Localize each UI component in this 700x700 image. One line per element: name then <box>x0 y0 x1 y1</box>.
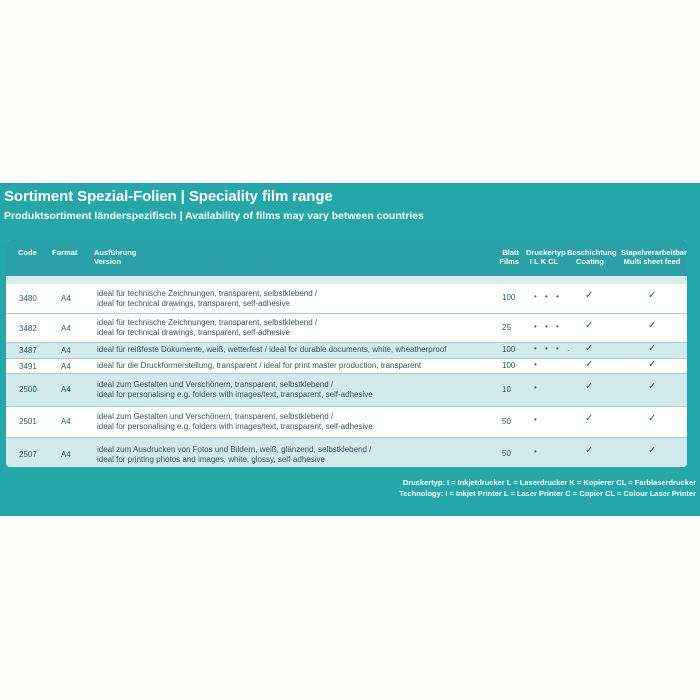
column-code: Code <box>18 248 37 257</box>
row-printers: • <box>534 447 540 456</box>
column-printer <box>526 248 566 266</box>
row-feed-check: ✓ <box>648 359 657 370</box>
row-printers: • <box>534 415 540 424</box>
page-title: Sortiment Spezial-Folien | Speciality film range <box>4 188 333 205</box>
row-films: 50 <box>502 449 511 458</box>
row-coating-check: ✓ <box>585 290 594 301</box>
table-row <box>6 438 687 467</box>
row-feed-check: ✓ <box>648 445 657 456</box>
row-format: A4 <box>61 346 71 355</box>
column-version <box>94 248 137 266</box>
row-printers: • • • . <box>534 344 573 353</box>
row-description: ideal zum Ausdrucken von Fotos und Bildern, weiß, glänzend, selbstklebend / ideal for printing photos and images, white, glossy, self-adhesive <box>97 445 372 464</box>
row-format: A4 <box>61 324 71 333</box>
row-coating-check: ✓ <box>585 413 594 424</box>
row-description: ideal für die Druckformerstellung, transparent / ideal for print master production, transparent <box>97 361 422 370</box>
row-films: 100 <box>502 345 516 354</box>
column-coating-en: Coating <box>576 257 604 266</box>
column-feed <box>621 248 687 266</box>
row-films: 100 <box>502 361 516 370</box>
column-coating <box>567 248 617 266</box>
column-feed-de: Stapelverarbeitbar <box>621 248 687 257</box>
row-feed-check: ✓ <box>648 320 657 331</box>
row-feed-check: ✓ <box>648 413 657 424</box>
row-code: 2500 <box>19 385 37 394</box>
row-films: 25 <box>502 323 511 332</box>
column-films-en: Films <box>499 257 519 266</box>
row-feed-check: ✓ <box>648 290 657 301</box>
row-coating-check: ✓ <box>585 359 594 370</box>
row-description: ideal für technische Zeichnungen, transparent, selbstklebend / ideal for technical drawings, transparent, self-adhesive <box>97 318 318 337</box>
row-printers: • • • <box>534 292 562 301</box>
row-coating-check: ✓ <box>585 343 594 354</box>
row-description: ideal zum Gestalten und Verschönern, transparent, selbstklebend / ideal for personalising e.g. folders with images/text, transparent, self-adhesive <box>97 380 373 399</box>
page-subtitle: Produktsortiment länderspezifisch | Availability of films may vary between countries <box>4 210 424 222</box>
legend-printer-types-de: Druckertyp: I = Inkjetdrucker L = Laserdrucker K = Kopierer CL = Farblaserdrucker <box>402 478 696 487</box>
legend-printer-types-en: Technology: I = Inkjet Printer L = Laser Printer C = Copier CL = Colour Laser Printer <box>399 489 696 498</box>
row-format: A4 <box>61 450 71 459</box>
row-description: ideal zum Gestalten und Verschönern, transparent, selbstklebend / ideal for personalising e.g. folders with images/text, transparent, self-adhesive <box>97 412 373 431</box>
row-coating-check: ✓ <box>585 320 594 331</box>
table-body <box>6 284 687 467</box>
row-code: 3482 <box>19 324 37 333</box>
row-films: 10 <box>502 385 511 394</box>
table-row <box>6 359 687 374</box>
row-format: A4 <box>61 294 71 303</box>
row-code: 3491 <box>19 362 37 371</box>
table-row <box>6 343 687 359</box>
row-printers: • <box>534 383 540 392</box>
row-format: A4 <box>61 385 71 394</box>
row-code: 3487 <box>19 346 37 355</box>
row-films: 50 <box>502 417 511 426</box>
table-row <box>6 284 687 314</box>
column-version-en: Version <box>94 257 122 266</box>
row-code: 3480 <box>19 294 37 303</box>
column-coating-de: Beschichtung <box>567 248 617 257</box>
row-printers: • • • <box>534 322 562 331</box>
row-printers: • <box>534 360 540 369</box>
column-printer-de: Druckertyp <box>526 248 566 257</box>
table-row <box>6 407 687 438</box>
column-films-de: Blatt <box>502 248 519 257</box>
row-coating-check: ✓ <box>585 445 594 456</box>
row-feed-check: ✓ <box>648 343 657 354</box>
row-code: 2501 <box>19 417 37 426</box>
row-format: A4 <box>61 362 71 371</box>
table-header <box>6 240 687 276</box>
row-description: ideal für reißfeste Dokumente, weiß, wetterfest / ideal for durable documents, white, wheatherproof <box>97 345 447 354</box>
product-table <box>6 240 687 467</box>
column-version-de: Ausführung <box>94 248 137 257</box>
column-films <box>497 248 519 266</box>
table-row <box>6 374 687 407</box>
column-format: Format <box>52 248 78 257</box>
column-feed-en: Multi sheet feed <box>623 257 681 266</box>
row-code: 2507 <box>19 450 37 459</box>
row-feed-check: ✓ <box>648 381 657 392</box>
table-row <box>6 314 687 343</box>
row-coating-check: ✓ <box>585 381 594 392</box>
row-description: ideal für technische Zeichnungen, transparent, selbstklebend / ideal for technical drawings, transparent, self-adhesive <box>97 289 318 308</box>
row-format: A4 <box>61 417 71 426</box>
row-films: 100 <box>502 293 516 302</box>
column-printer-sub: I L K CL <box>529 257 559 266</box>
